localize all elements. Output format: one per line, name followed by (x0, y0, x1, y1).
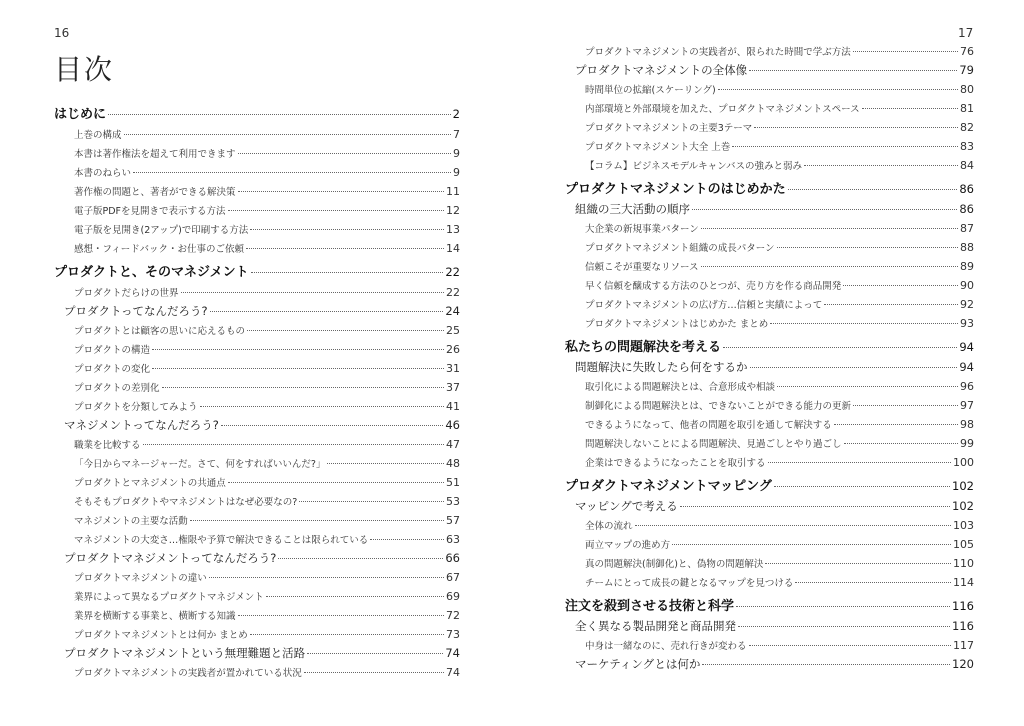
toc-leader-dots (680, 506, 950, 507)
toc-subsection (54, 163, 460, 182)
toc-chapter (54, 262, 460, 283)
toc-entry-page: 31 (446, 362, 460, 375)
toc-entry-page: 80 (960, 83, 974, 96)
toc-entry-title: 信頼こそが重要なリソース (585, 262, 699, 273)
toc-entry-page: 72 (446, 609, 460, 622)
toc-subsection (54, 397, 460, 416)
toc-leader-dots (210, 311, 444, 312)
toc-entry-title: 真の問題解決(制御化)と、偽物の問題解決 (585, 559, 764, 570)
toc-leader-dots (692, 209, 957, 210)
toc-chapter (565, 476, 974, 497)
toc-entry-title: プロダクトとマネジメントの共通点 (74, 478, 226, 489)
toc-leader-dots (765, 563, 951, 564)
toc-entry-title: プロダクトの変化 (74, 364, 151, 375)
toc-entry-title: 全く異なる製品開発と商品開発 (575, 619, 736, 633)
toc-entry-title: マネジメントの主要な活動 (74, 516, 188, 527)
toc-subsection (54, 321, 460, 340)
toc-chapter (565, 596, 974, 617)
toc-subsection (565, 434, 974, 453)
toc-entry-title: 【コラム】ビジネスモデルキャンバスの強みと弱み (585, 161, 802, 172)
toc-entry-title: はじめに (54, 107, 107, 122)
toc-entry-page: 102 (952, 499, 974, 513)
toc-leader-dots (238, 615, 444, 616)
toc-entry-page: 83 (960, 140, 974, 153)
toc-entry-page: 41 (446, 400, 460, 413)
toc-leader-dots (133, 172, 451, 173)
toc-subsection (565, 137, 974, 156)
toc-leader-dots (304, 672, 444, 673)
toc-subsection (54, 340, 460, 359)
toc-leader-dots (862, 108, 958, 109)
toc-entry-title: 注文を殺到させる技術と科学 (565, 599, 735, 614)
toc-entry-title: 私たちの問題解決を考える (565, 340, 722, 355)
toc-right-column (565, 42, 974, 674)
toc-entry-title: 企業はできるようになったことを取引する (585, 458, 766, 469)
toc-entry-page: 114 (953, 576, 974, 589)
toc-entry-page: 79 (959, 63, 974, 77)
toc-subsection (565, 535, 974, 554)
toc-section (54, 302, 460, 321)
toc-subsection (565, 314, 974, 333)
toc-subsection (54, 182, 460, 201)
toc-leader-dots (770, 323, 958, 324)
toc-entry-title: 問題解決しないことによる問題解決、見過ごしとやり過ごし (585, 439, 842, 450)
toc-chapter (565, 179, 974, 200)
toc-subsection (54, 568, 460, 587)
toc-subsection (54, 663, 460, 682)
toc-subsection (565, 396, 974, 415)
toc-subsection (54, 435, 460, 454)
toc-subsection (54, 201, 460, 220)
toc-leader-dots (777, 247, 958, 248)
toc-entry-page: 89 (960, 260, 974, 273)
toc-leader-dots (200, 406, 444, 407)
toc-leader-dots (732, 146, 958, 147)
toc-leader-dots (774, 486, 950, 487)
toc-leader-dots (754, 127, 958, 128)
toc-subsection (565, 276, 974, 295)
toc-entry-page: 9 (453, 166, 460, 179)
toc-entry-page: 87 (960, 222, 974, 235)
toc-entry-title: 著作権の問題と、著者ができる解決策 (74, 187, 236, 198)
toc-entry-title: 「今日からマネージャーだ。さて、何をすればいいんだ?」 (74, 459, 326, 470)
toc-chapter (54, 104, 460, 125)
toc-entry-title: プロダクトマネジメントの主要3テーマ (585, 123, 753, 134)
toc-entry-title: マネジメントってなんだろう? (64, 418, 219, 432)
toc-subsection (54, 220, 460, 239)
toc-entry-page: 84 (960, 159, 974, 172)
toc-entry-page: 99 (960, 437, 974, 450)
toc-entry-title: 取引化による問題解決とは、合意形成や相談 (585, 382, 776, 393)
toc-entry-page: 22 (446, 286, 460, 299)
toc-entry-title: 電子版PDFを見開きで表示する方法 (74, 206, 226, 217)
toc-entry-title: プロダクトとは顧客の思いに応えるもの (74, 326, 246, 337)
toc-entry-page: 63 (446, 533, 460, 546)
toc-section (54, 644, 460, 663)
toc-entry-title: マーケティングとは何か (575, 657, 701, 671)
toc-entry-page: 13 (446, 223, 460, 236)
toc-entry-page: 102 (952, 479, 974, 493)
toc-subsection (54, 587, 460, 606)
toc-subsection (54, 625, 460, 644)
toc-leader-dots (777, 386, 958, 387)
toc-entry-page: 57 (446, 514, 460, 527)
toc-entry-title: 業界によって異なるプロダクトマネジメント (74, 592, 264, 603)
toc-leader-dots (738, 626, 950, 627)
toc-leader-dots (804, 165, 958, 166)
toc-leader-dots (278, 558, 443, 559)
toc-subsection (565, 99, 974, 118)
toc-entry-title: 組織の三大活動の順序 (575, 202, 690, 216)
toc-entry-page: 51 (446, 476, 460, 489)
toc-subsection (565, 453, 974, 472)
toc-entry-title: プロダクトだらけの世界 (74, 288, 179, 299)
toc-section (565, 200, 974, 219)
toc-section (565, 61, 974, 80)
toc-leader-dots (238, 191, 444, 192)
toc-entry-page: 14 (446, 242, 460, 255)
toc-entry-title: 時間単位の拡縮(スケーリング) (585, 85, 716, 96)
toc-leader-dots (162, 387, 444, 388)
toc-leader-dots (221, 425, 444, 426)
toc-leader-dots (824, 304, 958, 305)
toc-entry-page: 103 (953, 519, 974, 532)
toc-entry-title: 問題解決に失敗したら何をするか (575, 360, 748, 374)
toc-entry-page: 117 (953, 639, 974, 652)
toc-leader-dots (834, 424, 958, 425)
toc-leader-dots (299, 501, 444, 502)
toc-leader-dots (749, 645, 951, 646)
toc-leader-dots (843, 285, 958, 286)
toc-entry-page: 93 (960, 317, 974, 330)
toc-entry-title: プロダクトを分類してみよう (74, 402, 198, 413)
toc-entry-title: マネジメントの大変さ…権限や予算で解決できることは限られている (74, 535, 369, 546)
toc-subsection (54, 283, 460, 302)
toc-subsection (54, 511, 460, 530)
toc-subsection (54, 378, 460, 397)
toc-section (565, 655, 974, 674)
toc-entry-title: プロダクトの構造 (74, 345, 151, 356)
right-page-number: 17 (958, 26, 974, 40)
toc-entry-title: 電子版を見開き(2アップ)で印刷する方法 (74, 225, 249, 236)
toc-entry-title: プロダクトマネジメントってなんだろう? (64, 551, 277, 565)
toc-entry-page: 74 (446, 666, 460, 679)
toc-chapter (565, 337, 974, 358)
toc-leader-dots (152, 349, 444, 350)
toc-subsection (54, 473, 460, 492)
toc-entry-title: プロダクトマネジメントマッピング (565, 479, 772, 494)
toc-entry-page: 98 (960, 418, 974, 431)
toc-entry-page: 25 (446, 324, 460, 337)
toc-entry-title: 本書は著作権法を超えて利用できます (74, 149, 236, 160)
toc-entry-page: 105 (953, 538, 974, 551)
toc-entry-page: 82 (960, 121, 974, 134)
toc-subsection (565, 415, 974, 434)
toc-leader-dots (238, 153, 451, 154)
toc-entry-page: 92 (960, 298, 974, 311)
toc-entry-title: 中身は一緒なのに、売れ行きが変わる (585, 641, 747, 652)
toc-entry-page: 9 (453, 147, 460, 160)
toc-entry-title: プロダクトマネジメントという無理難題と活路 (64, 646, 306, 660)
toc-subsection (54, 492, 460, 511)
toc-entry-page: 67 (446, 571, 460, 584)
toc-leader-dots (768, 462, 951, 463)
toc-entry-title: 早く信頼を醸成する方法のひとつが、売り方を作る商品開発 (585, 281, 842, 292)
toc-entry-title: プロダクトマネジメントの実践者が、限られた時間で学ぶ方法 (585, 47, 851, 58)
toc-entry-page: 94 (959, 340, 974, 354)
toc-entry-title: プロダクトマネジメントのはじめかた (565, 182, 786, 197)
toc-subsection (54, 144, 460, 163)
toc-entry-title: プロダクトマネジメントとは何か まとめ (74, 630, 248, 641)
toc-leader-dots (853, 405, 958, 406)
toc-leader-dots (190, 520, 444, 521)
toc-leader-dots (718, 89, 958, 90)
toc-entry-page: 86 (959, 182, 974, 196)
toc-leader-dots (749, 70, 957, 71)
toc-leader-dots (723, 347, 957, 348)
toc-entry-page: 2 (452, 107, 460, 121)
toc-entry-page: 66 (445, 551, 460, 565)
toc-entry-page: 48 (446, 457, 460, 470)
toc-subsection (565, 636, 974, 655)
toc-entry-page: 76 (960, 45, 974, 58)
toc-leader-dots (246, 248, 444, 249)
toc-leader-dots (124, 134, 451, 135)
toc-leader-dots (701, 266, 958, 267)
toc-leader-dots (228, 210, 444, 211)
toc-leader-dots (247, 330, 444, 331)
toc-leader-dots (327, 463, 444, 464)
toc-entry-title: プロダクトと、そのマネジメント (54, 265, 249, 280)
toc-subsection (565, 42, 974, 61)
toc-leader-dots (635, 525, 951, 526)
toc-leader-dots (250, 229, 444, 230)
toc-entry-title: プロダクトマネジメントの全体像 (575, 63, 748, 77)
toc-leader-dots (702, 664, 950, 665)
toc-subsection (54, 530, 460, 549)
toc-entry-page: 24 (445, 304, 460, 318)
toc-leader-dots (788, 189, 958, 190)
toc-entry-title: 制御化による問題解決とは、できないことができる能力の更新 (585, 401, 852, 412)
toc-left-column (54, 104, 460, 682)
toc-entry-title: プロダクトマネジメント組織の成長パターン (585, 243, 775, 254)
toc-leader-dots (181, 292, 444, 293)
toc-entry-title: プロダクトマネジメントの違い (74, 573, 207, 584)
toc-subsection (565, 516, 974, 535)
toc-entry-title: 内部環境と外部環境を加えた、プロダクトマネジメントスペース (585, 104, 860, 115)
toc-section (54, 416, 460, 435)
toc-leader-dots (853, 51, 958, 52)
toc-entry-page: 11 (446, 185, 460, 198)
toc-leader-dots (250, 634, 444, 635)
toc-entry-page: 116 (952, 599, 974, 613)
toc-leader-dots (152, 368, 444, 369)
toc-entry-page: 73 (446, 628, 460, 641)
toc-leader-dots (108, 114, 451, 115)
toc-entry-title: 上巻の構成 (74, 130, 122, 141)
toc-entry-page: 47 (446, 438, 460, 451)
toc-section (54, 549, 460, 568)
toc-entry-title: チームにとって成長の鍵となるマップを見つける (585, 578, 794, 589)
toc-entry-page: 74 (445, 646, 460, 660)
toc-entry-page: 7 (453, 128, 460, 141)
toc-entry-title: プロダクトの差別化 (74, 383, 160, 394)
toc-subsection (565, 238, 974, 257)
toc-subsection (54, 606, 460, 625)
toc-leader-dots (307, 653, 443, 654)
toc-entry-title: 本書のねらい (74, 168, 132, 179)
toc-subsection (565, 156, 974, 175)
toc-entry-page: 88 (960, 241, 974, 254)
toc-leader-dots (266, 596, 444, 597)
toc-leader-dots (370, 539, 444, 540)
toc-leader-dots (251, 272, 444, 273)
toc-entry-page: 90 (960, 279, 974, 292)
toc-subsection (565, 219, 974, 238)
toc-subsection (54, 239, 460, 258)
toc-entry-page: 86 (959, 202, 974, 216)
toc-leader-dots (736, 606, 950, 607)
toc-section (565, 497, 974, 516)
toc-leader-dots (844, 443, 958, 444)
toc-entry-title: 大企業の新規事業パターン (585, 224, 699, 235)
toc-entry-title: プロダクトマネジメント大全 上巻 (585, 142, 731, 153)
toc-entry-page: 81 (960, 102, 974, 115)
toc-entry-page: 110 (953, 557, 974, 570)
toc-entry-title: プロダクトマネジメントの実践者が置かれている状況 (74, 668, 302, 679)
toc-entry-page: 12 (446, 204, 460, 217)
toc-entry-title: 業界を横断する事業と、横断する知識 (74, 611, 236, 622)
toc-leader-dots (672, 544, 951, 545)
toc-entry-title: プロダクトってなんだろう? (64, 304, 208, 318)
toc-leader-dots (209, 577, 444, 578)
toc-entry-title: 職業を比較する (74, 440, 141, 451)
toc-section (565, 617, 974, 636)
toc-entry-title: 感想・フィードバック・お仕事のご依頼 (74, 244, 245, 255)
toc-subsection (565, 295, 974, 314)
toc-leader-dots (701, 228, 958, 229)
toc-entry-page: 97 (960, 399, 974, 412)
toc-entry-page: 100 (953, 456, 974, 469)
toc-entry-title: プロダクトマネジメントはじめかた まとめ (585, 319, 769, 330)
toc-entry-title: マッピングで考える (575, 499, 678, 513)
toc-subsection (565, 118, 974, 137)
toc-entry-title: プロダクトマネジメントの広げ方…信頼と実績によって (585, 300, 823, 311)
toc-subsection (565, 257, 974, 276)
toc-entry-title: できるようになって、他者の問題を取引を通して解決する (585, 420, 832, 431)
toc-entry-page: 120 (952, 657, 974, 671)
toc-entry-title: 全体の流れ (585, 521, 633, 532)
toc-leader-dots (795, 582, 951, 583)
toc-subsection (54, 125, 460, 144)
toc-entry-title: 両立マップの進め方 (585, 540, 671, 551)
toc-entry-page: 96 (960, 380, 974, 393)
toc-subsection (565, 554, 974, 573)
toc-leader-dots (750, 367, 958, 368)
toc-subsection (565, 377, 974, 396)
toc-entry-page: 94 (959, 360, 974, 374)
toc-entry-page: 53 (446, 495, 460, 508)
toc-entry-page: 37 (446, 381, 460, 394)
toc-subsection (565, 80, 974, 99)
toc-entry-title: そもそもプロダクトやマネジメントはなぜ必要なの? (74, 497, 298, 508)
toc-subsection (54, 359, 460, 378)
toc-title: 目次 (54, 53, 115, 86)
toc-entry-page: 26 (446, 343, 460, 356)
toc-entry-page: 116 (952, 619, 974, 633)
toc-leader-dots (143, 444, 444, 445)
toc-entry-page: 22 (445, 265, 460, 279)
toc-entry-page: 46 (445, 418, 460, 432)
toc-leader-dots (228, 482, 444, 483)
toc-subsection (54, 454, 460, 473)
left-page-number: 16 (54, 26, 70, 40)
toc-section (565, 358, 974, 377)
toc-entry-page: 69 (446, 590, 460, 603)
toc-subsection (565, 573, 974, 592)
